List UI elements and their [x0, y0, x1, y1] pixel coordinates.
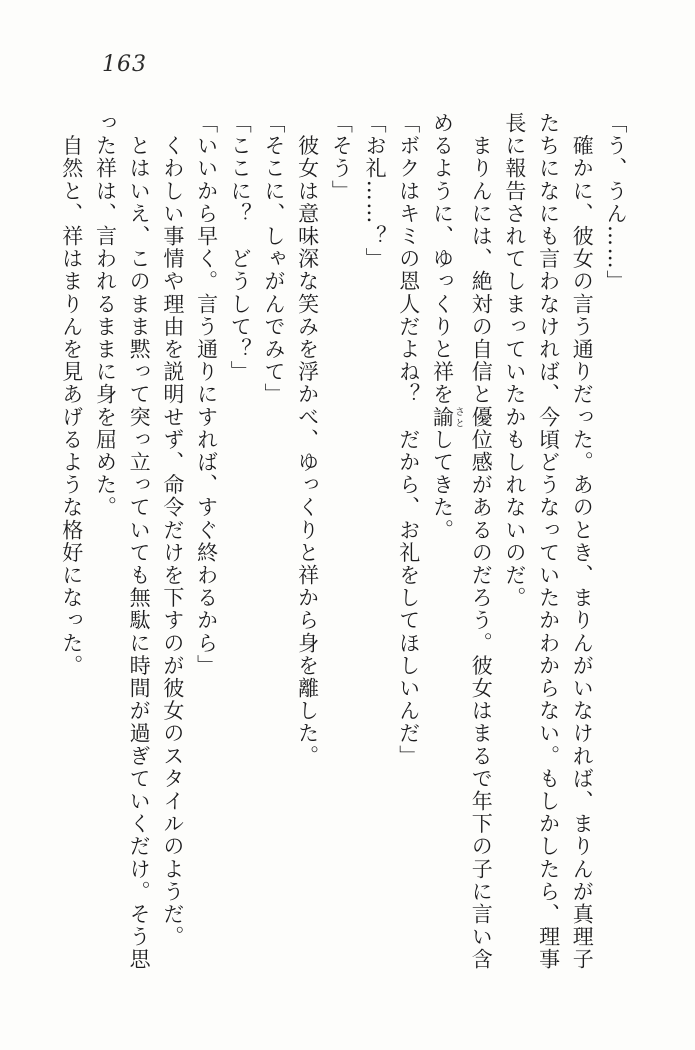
- text-line: まりんには、絶対の自信と優位感があるのだろう。彼女はまるで年下の子に言い含: [469, 112, 494, 971]
- text-line: 「う、うん……」: [604, 112, 628, 293]
- text-line: 「いいから早く。言う通りにすれば、すぐ終わるから」: [194, 112, 219, 677]
- text-line: 自然と、祥はまりんを見あげるような格好になった。: [59, 112, 84, 677]
- text-line: くわしい事情や理由を説明せず、命令だけを下すのが彼女のスタイルのようだ。: [160, 112, 185, 949]
- text-line: った祥は、言われるままに身を屈めた。: [93, 112, 118, 519]
- text-line: 彼女は意味深な笑みを浮かべ、ゆっくりと祥から身を離した。: [295, 112, 320, 768]
- text-line: 確かに、彼女の言う通りだった。あのとき、まりんがいなければ、まりんが真理子: [570, 112, 595, 971]
- furigana-ruby: 諭さと: [430, 405, 464, 429]
- text-line: 「ここに？ どうして？」: [228, 112, 253, 384]
- page-number: 163: [102, 52, 147, 77]
- text-line: 長に報告されてしまっていたかもしれないのだ。: [502, 112, 527, 610]
- text-line: たちになにも言わなければ、今頃どうなっていたかわからない。もしかしたら、理事: [536, 112, 561, 971]
- text-line: めるように、ゆっくりと祥を諭さとしてきた。: [430, 112, 464, 542]
- text-line: 「そう」: [329, 112, 354, 203]
- text-line: 「ボクはキミの恩人だよね？ だから、お礼をしてほしいんだ」: [396, 112, 421, 768]
- page-text: [54, 112, 632, 996]
- text-line: 「お礼……？」: [363, 112, 388, 271]
- text-line: とはいえ、このまま黙って突っ立っていても無駄に時間が過ぎていくだけ。そう思: [127, 112, 152, 971]
- text-line: 「そこに、しゃがんでみて」: [261, 112, 286, 406]
